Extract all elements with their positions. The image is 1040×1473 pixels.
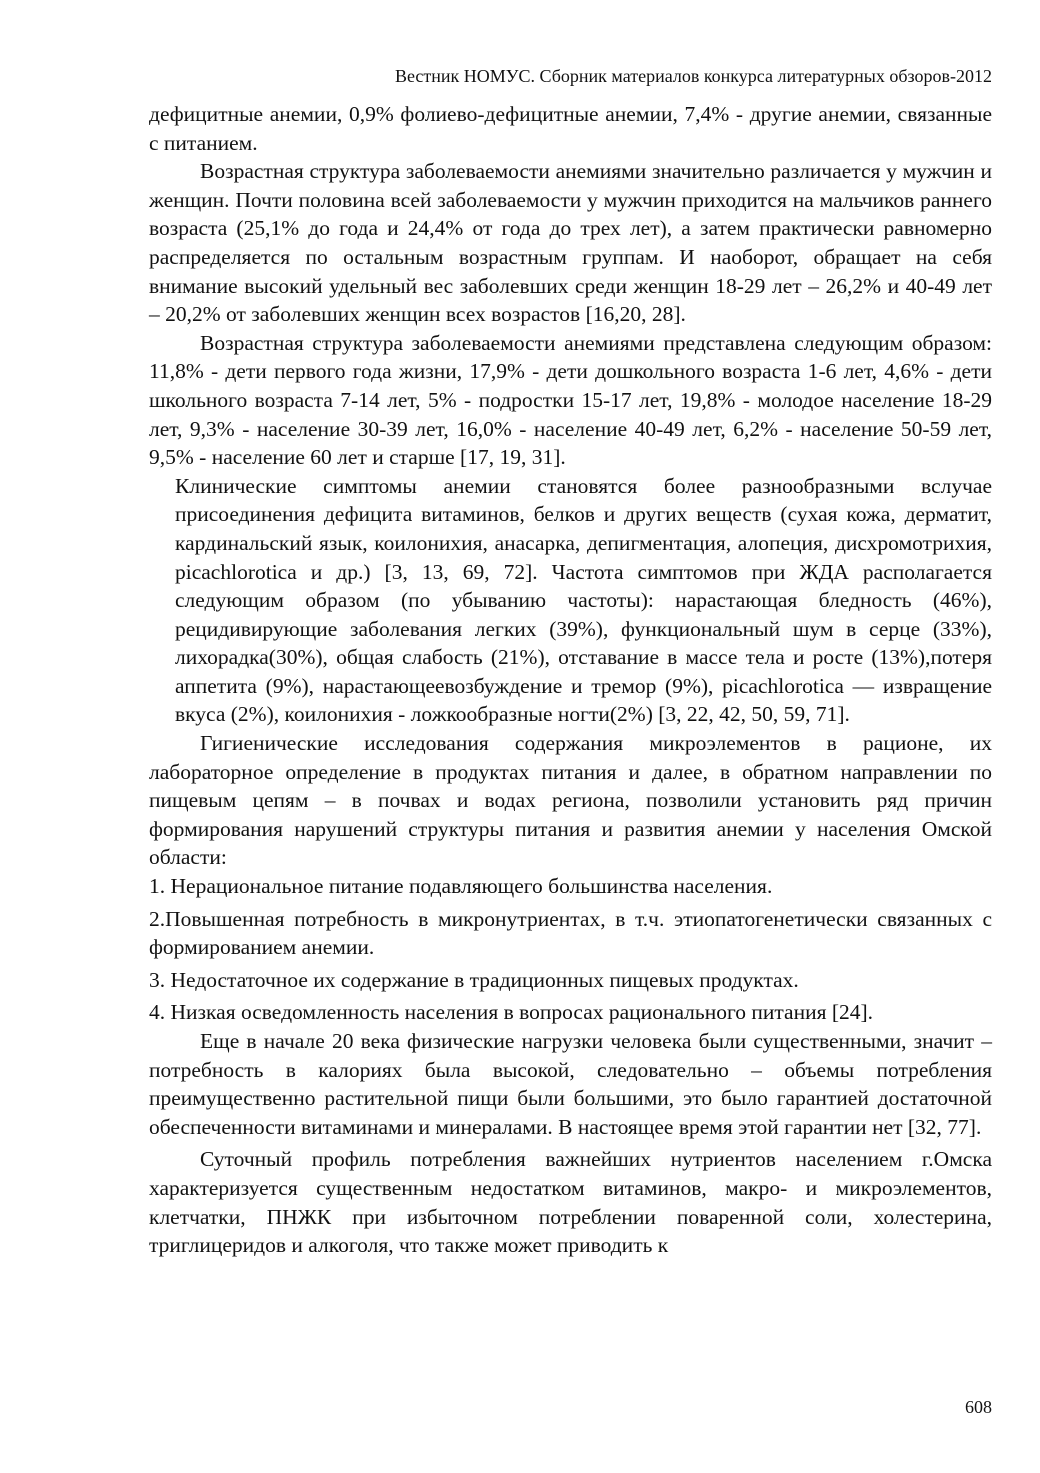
paragraph-early-20th-century: Еще в начале 20 века физические нагрузки человека были существенными, значит – потребность в калориях была высокой, следовательно – объемы потребления преимущественно растительной пищи были большими, это было гарантией достаточной обеспеченности витаминами и минералами. В настоящее время этой гарантии нет [32, 77].	[149, 1029, 992, 1139]
paragraph-hygienic-studies: Гигиенические исследования содержания микроэлементов в рационе, их лабораторное определение в продуктах питания и далее, в обратном направлении по пищевым цепям – в почвах и водах региона, позволили установить ряд причин формирования нарушений структуры питания и развития анемии у населения Омской области:	[149, 731, 992, 870]
paragraph-continuation: дефицитные анемии, 0,9% фолиево-дефицитные анемии, 7,4% - другие анемии, связанные с питанием.	[149, 102, 992, 155]
list-item-2: 2.Повышенная потребность в микронутриентах, в т.ч. этиопатогенетически связанных с формированием анемии.	[149, 906, 992, 960]
paragraph-age-structure: Возрастная структура заболеваемости анемиями представлена следующим образом: 11,8% - дети первого года жизни, 17,9% - дети дошкольного возраста 1-6 лет, 4,6% - дети школьного возраста 7-14 лет, 5% - подростки 15-17 лет, 19,8% - молодое население 18-29 лет, 9,3% - население 30-39 лет, 16,0% - население 40-49 лет, 6,2% - население 50-59 лет, 9,5% - население 60 лет и старше [17, 19, 31].	[149, 330, 992, 470]
page-number: 608	[965, 1397, 992, 1417]
list-item-4: 4. Низкая осведомленность населения в вопросах рационального питания [24].	[149, 1000, 874, 1025]
paragraph-clinical-symptoms: Клинические симптомы анемии становятся более разнообразными вслучае присоединения дефицита витаминов, белков и других веществ (сухая кожа, дерматит, кардинальский язык, коилонихия, анасарка, депигментация, алопеция, дисхромотрихия, picachlorotica и др.) [3, 13, 69, 72]. Частота симптомов при ЖДА располагается следующим образом (по убыванию частоты): нарастающая бледность (46%), рецидивирующие заболевания легких (39%), функциональный шум в серце (33%), лихорадка(30%), общая слабость (21%), отставание в массе тела и росте (13%),потеря аппетита (9%), нарастающеевозбуждение и тремор (9%), picachlorotica — извращение вкуса (2%), коилонихия - ложкообразные ногти(2%) [3, 22, 42, 50, 59, 71].	[175, 473, 992, 727]
paragraph-age-structure-by-sex: Возрастная структура заболеваемости анемиями значительно различается у мужчин и женщин. Почти половина всей заболеваемости у мужчин приходится на мальчиков раннего возраста (25,1% до года и 24,4% от года до трех лет), а затем практически равномерно распределяется по остальным возрастным группам. И наоборот, обращает на себя внимание высокий удельный вес заболевших среди женщин 18-29 лет – 26,2% и 40-49 лет – 20,2% от заболевших женщин всех возрастов [16,20, 28].	[149, 159, 992, 327]
running-header: Вестник НОМУС. Сборник материалов конкурса литературных обзоров-2012	[394, 66, 992, 86]
list-item-3: 3. Недостаточное их содержание в традиционных пищевых продуктах.	[149, 967, 799, 992]
paragraph-daily-profile: Суточный профиль потребления важнейших нутриентов населением г.Омска характеризуется существенным недостатком витаминов, макро- и микроэлементов, клетчатки, ПНЖК при избыточном потреблении поваренной соли, холестерина, триглицеридов и алкоголя, что также может приводить к	[149, 1147, 992, 1258]
body-text	[149, 100, 992, 1260]
list-item-1: 1. Нерациональное питание подавляющего большинства населения.	[149, 874, 773, 899]
